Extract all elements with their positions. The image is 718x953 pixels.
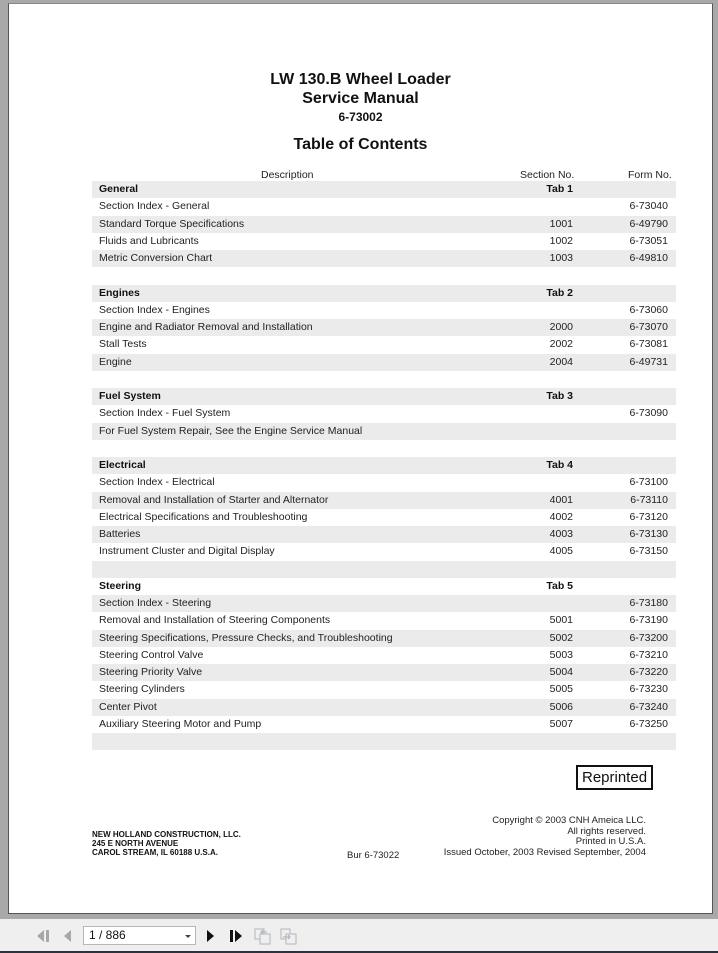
- toc-entry: [92, 630, 676, 647]
- toc-section-number: Tab 1: [546, 183, 573, 195]
- toc-description: General: [99, 183, 139, 195]
- publisher-address: [92, 830, 241, 857]
- toc-description: Center Pivot: [99, 700, 157, 713]
- publisher-street: 245 E NORTH AVENUE: [92, 839, 179, 848]
- toc-form-number: 6-73240: [629, 700, 668, 713]
- toc-description: Section Index - Fuel System: [99, 407, 231, 420]
- last-page-icon: [229, 929, 243, 943]
- toc-description: For Fuel System Repair, See the Engine Service Manual: [99, 424, 363, 437]
- next-page-button[interactable]: [204, 927, 216, 945]
- toc-spacer-row: [92, 267, 676, 284]
- next-view-icon: [280, 928, 297, 945]
- toc-entry: [92, 647, 676, 664]
- toc-entry: [92, 354, 676, 371]
- toc-section-header: [92, 457, 676, 474]
- column-header-form-no: Form No.: [628, 169, 672, 181]
- toc-section-header: [92, 578, 676, 595]
- toc-section-number: 1003: [549, 252, 573, 264]
- toc-entry: [92, 699, 676, 716]
- toc-description: Fluids and Lubricants: [99, 234, 199, 247]
- toc-entry: [92, 543, 676, 560]
- toc-entry: [92, 595, 676, 612]
- toc-form-number: 6-49731: [629, 355, 668, 368]
- toc-description: Steering Priority Valve: [99, 666, 203, 678]
- copyright-block: [444, 816, 646, 858]
- toc-entry: [92, 681, 676, 698]
- toc-description: Instrument Cluster and Digital Display: [99, 545, 275, 558]
- toc-entry: [92, 612, 676, 629]
- toc-form-number: 6-73220: [629, 666, 668, 678]
- toc-form-number: 6-73060: [629, 303, 668, 316]
- toc-description: Engine: [99, 355, 132, 368]
- toc-form-number: 6-73110: [630, 493, 668, 506]
- toc-form-number: 6-73150: [629, 545, 668, 558]
- toc-description: Auxiliary Steering Motor and Pump: [99, 717, 262, 730]
- publisher-city: CAROL STREAM, IL 60188 U.S.A.: [92, 848, 218, 857]
- toc-form-number: 6-73180: [629, 597, 668, 609]
- toc-description: Steering Cylinders: [99, 683, 185, 696]
- first-page-icon: [36, 929, 50, 943]
- toc-entry: [92, 233, 676, 250]
- toc-form-number: 6-73200: [629, 631, 668, 644]
- toc-section-number: 2000: [549, 321, 573, 333]
- toc-form-number: 6-73040: [629, 200, 668, 213]
- toc-form-number: 6-73081: [629, 338, 668, 351]
- toc-description: Engine and Radiator Removal and Installation: [99, 321, 313, 333]
- toc-section-number: 4002: [549, 510, 573, 523]
- pdf-toolbar: [0, 919, 718, 953]
- toc-section-number: 5006: [549, 700, 573, 713]
- toc-entry: [92, 664, 676, 681]
- toc-section-number: 2002: [549, 338, 573, 351]
- toc-form-number: 6-73210: [629, 648, 668, 661]
- next-view-button[interactable]: [279, 927, 297, 945]
- toc-section-number: 4005: [549, 545, 573, 558]
- toc-form-number: 6-73070: [629, 321, 668, 333]
- toc-section-number: Tab 5: [546, 579, 573, 592]
- toc-entry: [92, 526, 676, 543]
- last-page-button[interactable]: [228, 927, 244, 945]
- column-header-section-no: Section No.: [520, 169, 575, 181]
- page-number-select[interactable]: [83, 926, 196, 945]
- toc-section-number: 4001: [549, 493, 573, 506]
- toc-entry: [92, 302, 676, 319]
- toc-description: Removal and Installation of Steering Components: [99, 614, 331, 627]
- toc-section-number: 5007: [549, 717, 573, 730]
- toc-description: Steering Control Valve: [99, 648, 204, 661]
- document-form-number: 6-73002: [338, 110, 383, 124]
- issued-line: Issued October, 2003 Revised September, 2004: [443, 846, 646, 858]
- publisher-name: NEW HOLLAND CONSTRUCTION, LLC.: [92, 830, 241, 839]
- toc-section-header: [92, 285, 676, 302]
- toc-description: Electrical: [99, 459, 146, 471]
- reprinted-stamp: Reprinted: [576, 765, 653, 790]
- toc-spacer-row: [92, 733, 676, 750]
- document-title: LW 130.B Wheel Loader: [270, 71, 451, 88]
- toc-form-number: 6-73120: [629, 510, 668, 523]
- toc-description: Section Index - Engines: [99, 303, 210, 316]
- toc-spacer-row: [92, 371, 676, 388]
- toc-description: Electrical Specifications and Troubleshooting: [99, 510, 308, 523]
- toc-form-number: 6-49790: [629, 217, 668, 230]
- toc-section-number: Tab 3: [546, 390, 573, 402]
- previous-view-icon: [254, 928, 271, 945]
- toc-description: Fuel System: [99, 390, 161, 402]
- toc-section-number: 1001: [549, 217, 573, 230]
- toc-form-number: 6-73250: [629, 717, 668, 730]
- column-header-description: Description: [261, 169, 314, 181]
- toc-description: Batteries: [99, 528, 141, 540]
- toc-entry: [92, 405, 676, 422]
- toc-table: [92, 181, 676, 750]
- toc-entry: [92, 492, 676, 509]
- toc-section-number: 5005: [549, 683, 573, 696]
- page-indicator: 1 / 886: [89, 928, 126, 942]
- toc-section-number: 5002: [549, 631, 573, 644]
- prev-page-icon: [63, 929, 72, 943]
- toc-description: Stall Tests: [99, 338, 147, 351]
- toc-description: Steering: [99, 579, 142, 592]
- previous-page-button[interactable]: [61, 927, 73, 945]
- toc-description: Steering Specifications, Pressure Checks, and Troubleshooting: [99, 631, 393, 644]
- printed-line: Printed in U.S.A.: [575, 836, 646, 847]
- toc-form-number: 6-73230: [629, 683, 668, 696]
- toc-entry: [92, 336, 676, 353]
- toc-entry: [92, 423, 676, 440]
- toc-section-number: 5004: [549, 666, 573, 678]
- pdf-page: [8, 3, 713, 914]
- toc-section-number: 5003: [549, 648, 573, 661]
- toc-spacer-row: [92, 440, 676, 457]
- toc-section-header: [92, 388, 676, 405]
- toc-description: Removal and Installation of Starter and Alternator: [99, 493, 329, 506]
- toc-form-number: 6-73051: [629, 234, 668, 247]
- toc-section-header: [92, 181, 676, 198]
- toc-description: Section Index - Electrical: [99, 476, 215, 489]
- toc-section-number: 1002: [549, 234, 573, 247]
- chevron-down-icon: [185, 935, 191, 938]
- first-page-button[interactable]: [35, 927, 51, 945]
- toc-entry: [92, 198, 676, 215]
- bur-number: Bur 6-73022: [347, 850, 400, 861]
- toc-section-number: Tab 4: [546, 459, 573, 471]
- toc-entry: [92, 319, 676, 336]
- toc-description: Metric Conversion Chart: [99, 252, 213, 264]
- copyright-line: Copyright © 2003 CNH Ameica LLC.: [492, 815, 646, 826]
- document-subtitle: Service Manual: [302, 90, 419, 107]
- previous-view-button[interactable]: [253, 927, 271, 945]
- toc-form-number: 6-73190: [629, 614, 668, 627]
- toc-form-number: 6-73100: [629, 476, 668, 489]
- toc-form-number: 6-73130: [629, 528, 668, 540]
- toc-section-number: Tab 2: [546, 286, 573, 299]
- toc-description: Section Index - General: [99, 200, 210, 213]
- toc-entry: [92, 216, 676, 233]
- toc-description: Standard Torque Specifications: [99, 217, 245, 230]
- toc-form-number: 6-73090: [629, 407, 668, 420]
- toc-entry: [92, 509, 676, 526]
- toc-entry: [92, 716, 676, 733]
- toc-section-number: 5001: [549, 614, 573, 627]
- toc-spacer-row: [92, 561, 676, 578]
- toc-heading: Table of Contents: [293, 136, 428, 153]
- toc-entry: [92, 474, 676, 491]
- toc-description: Engines: [99, 286, 140, 299]
- toc-section-number: 2004: [549, 355, 573, 368]
- toc-description: Section Index - Steering: [99, 597, 212, 609]
- toc-section-number: 4003: [549, 528, 573, 540]
- toc-form-number: 6-49810: [629, 252, 668, 264]
- toc-entry: [92, 250, 676, 267]
- rights-line: All rights reserved.: [567, 825, 646, 837]
- next-page-icon: [206, 929, 215, 943]
